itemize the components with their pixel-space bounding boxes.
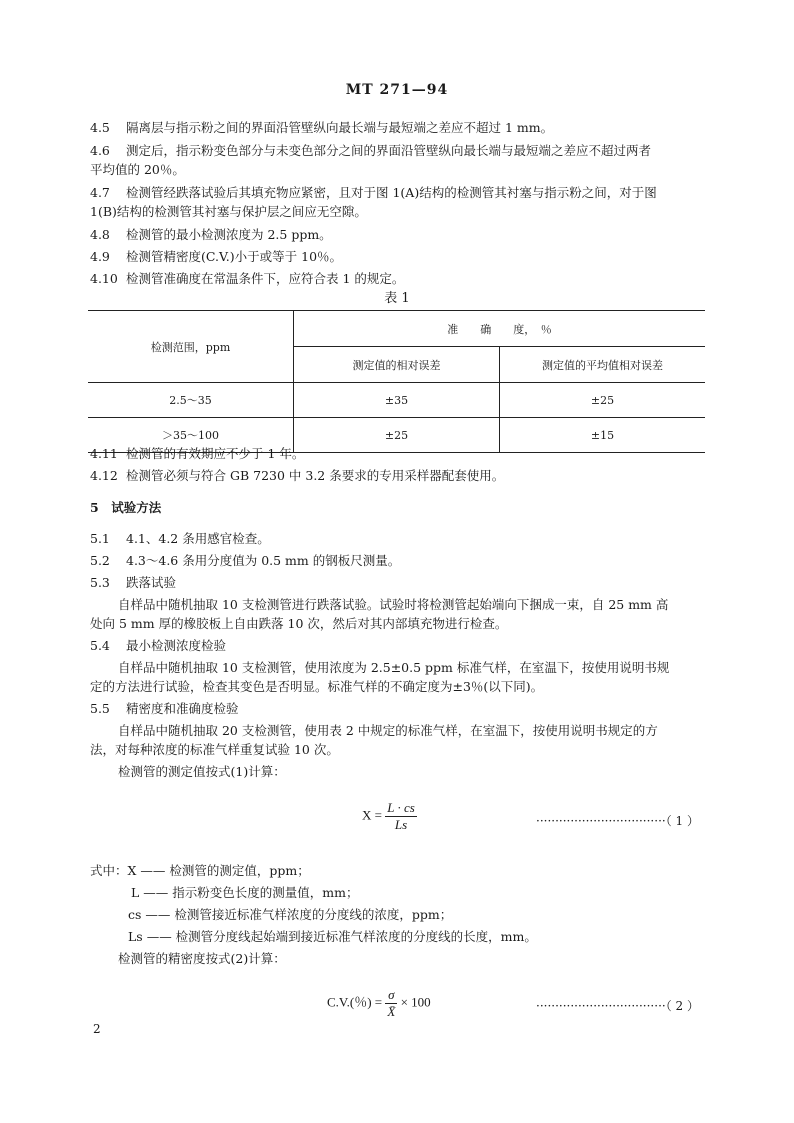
where-ls: Ls —— 检测管分度线起始端到接近标准气样浓度的分度线的长度，mm。: [128, 929, 537, 944]
clause-4-12: 4.12 检测管必须与符合 GB 7230 中 3.2 条要求的专用采样器配套使用。: [90, 468, 505, 483]
clause-5-4-title: 5.4 最小检测浓度检验: [90, 638, 227, 653]
section-5-title: 5 试验方法: [90, 500, 162, 515]
clause-4-11: 4.11 检测管的有效期应不少于 1 年。: [90, 446, 305, 461]
formula-1-denominator: Ls: [394, 817, 408, 832]
where-x: 式中：X —— 检测管的测定值，ppm；: [90, 863, 310, 878]
clause-4-9: 4.9 检测管精密度(C.V.)小于或等于 10％。: [90, 249, 343, 264]
table-cell: 2.5～35: [88, 383, 294, 418]
table-cell: ±25: [294, 418, 500, 453]
formula-1-label: ··································（ 1 ）: [536, 814, 699, 828]
clause-5-4-line1: 自样品中随机抽取 10 支检测管，使用浓度为 2.5±0.5 ppm 标准气样，在室温下，按使用说明书规: [118, 660, 670, 675]
clause-5-3-title: 5.3 跌落试验: [90, 575, 177, 590]
accuracy-table: [88, 310, 705, 453]
formula-2-label: ··································（ 2 ）: [536, 999, 699, 1013]
table-subheader-relative: 测定值的相对误差: [294, 347, 500, 383]
formula-2-intro: 检测管的精密度按式(2)计算：: [118, 951, 286, 966]
formula-2-numerator: σ: [385, 987, 397, 1004]
clause-4-10: 4.10 检测管准确度在常温条件下，应符合表 1 的规定。: [90, 271, 405, 286]
table-row: [88, 383, 705, 418]
clause-4-7: 4.7 检测管经跌落试验后其填充物应紧密，且对于图 1(A)结构的检测管其衬塞与指示粉之间，对于图: [90, 185, 657, 200]
table-cell: ±15: [500, 418, 706, 453]
clause-5-3-line2: 处向 5 mm 厚的橡胶板上自由跌落 10 次，然后对其内部填充物进行检查。: [90, 616, 508, 631]
clause-5-5-line1: 自样品中随机抽取 20 支检测管，使用表 2 中规定的标准气样，在室温下，按使用说明书规定的方: [118, 723, 658, 738]
table-header-range: 检测范围，ppm: [88, 311, 294, 383]
formula-1: X = $\frac{L \cdot cs}{Ls}$: [362, 800, 415, 832]
clause-5-1: 5.1 4.1、4.2 条用感官检查。: [90, 531, 270, 546]
clause-5-5-title: 5.5 精密度和准确度检验: [90, 701, 239, 716]
clause-4-6: 4.6 测定后，指示粉变色部分与未变色部分之间的界面沿管壁纵向最长端与最短端之差应不超过两者: [90, 143, 652, 158]
formula-2: C.V.(％) = $\frac{\sigma}{X̄}$ × 100: [327, 987, 431, 1019]
clause-4-5: 4.5 隔离层与指示粉之间的界面沿管壁纵向最长端与最短端之差应不超过 1 mm。: [90, 120, 554, 135]
clause-5-3-line1: 自样品中随机抽取 10 支检测管进行跌落试验。试验时将检测管起始端向下捆成一束，自 25 mm 高: [118, 597, 669, 612]
page-number: 2: [93, 1022, 101, 1036]
table-header-accuracy: 准 确 度， ％: [294, 311, 706, 347]
table-caption: 表 1: [384, 291, 410, 306]
clause-4-6-cont: 平均值的 20％。: [90, 162, 185, 177]
table-subheader-mean: 测定值的平均值相对误差: [500, 347, 706, 383]
clause-4-7-cont: 1(B)结构的检测管其衬塞与保护层之间应无空隙。: [90, 204, 367, 219]
formula-1-intro: 检测管的测定值按式(1)计算：: [118, 764, 286, 779]
table-cell: ±25: [500, 383, 706, 418]
where-cs: cs —— 检测管接近标准气样浓度的分度线的浓度，ppm；: [128, 907, 453, 922]
table-cell: ＞35～100: [88, 418, 294, 453]
clause-5-5-line2: 法，对每种浓度的标准气样重复试验 10 次。: [90, 742, 339, 757]
table-cell: ±35: [294, 383, 500, 418]
clause-5-2: 5.2 4.3～4.6 条用分度值为 0.5 mm 的钢板尺测量。: [90, 553, 401, 568]
formula-2-denominator: X̄: [387, 1004, 396, 1019]
document-header: MT 271—94: [345, 82, 449, 98]
clause-4-8: 4.8 检测管的最小检测浓度为 2.5 ppm。: [90, 227, 332, 242]
clause-5-4-line2: 定的方法进行试验，检查其变色是否明显。标准气样的不确定度为±3％(以下同)。: [90, 679, 544, 694]
where-l: L —— 指示粉变色长度的测量值，mm；: [131, 885, 359, 900]
formula-1-numerator: L · cs: [387, 800, 415, 815]
